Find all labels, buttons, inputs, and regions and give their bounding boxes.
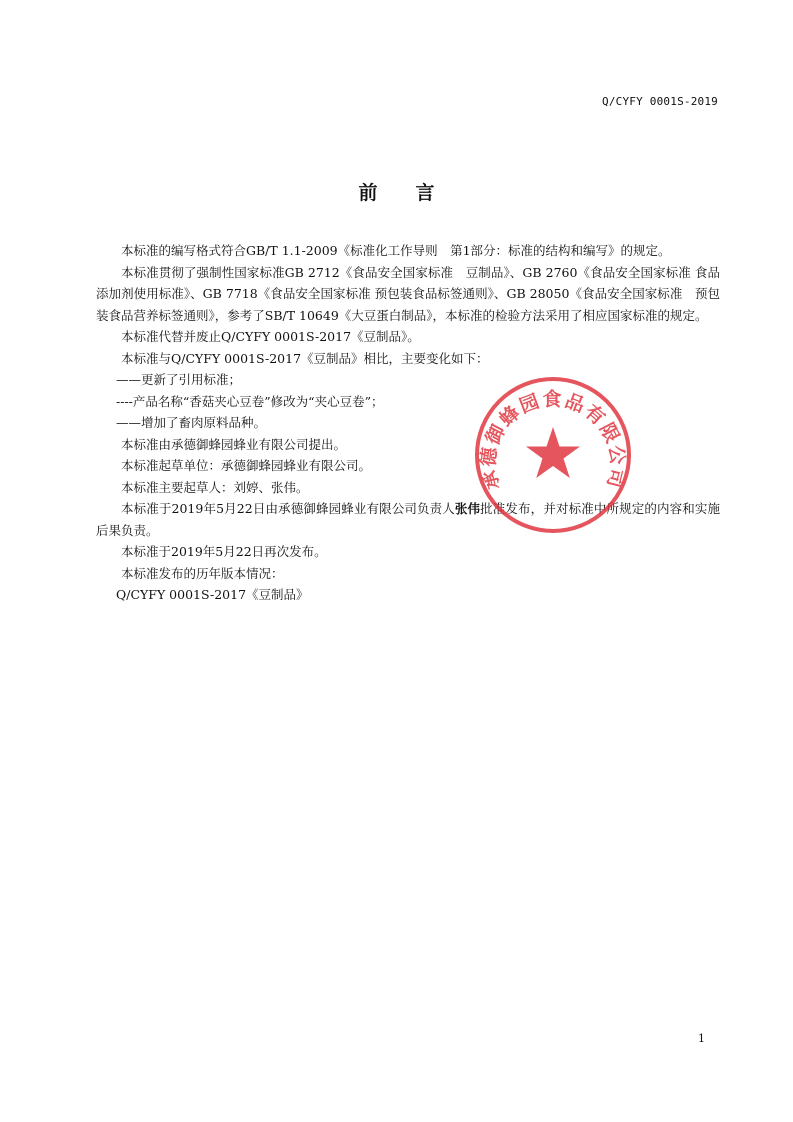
paragraph-standards: 本标准贯彻了强制性国家标准GB 2712《食品安全国家标准 豆制品》、GB 2760《食品安全国家标准 食品添加剂使用标准》、GB 7718《食品安全国家标准 预包装食品标签通则》、GB 28050《食品安全国家标准 预包装食品营养标签通则》，参考了SB/T 10649《大豆蛋白制品》，本标准的检验方法采用了相应国家标准的规定。 [96,264,720,323]
change-item: ----产品名称“香菇夹心豆卷”修改为“夹心豆卷”； [116,393,384,409]
paragraph-proposer: 本标准由承德御蜂园蜂业有限公司提出。 [121,436,347,452]
paragraph-format: 本标准的编写格式符合GB/T 1.1-2009《标准化工作导则 第1部分：标准的结构和编写》的规定。 [121,243,671,258]
approver-name: 张伟 [454,501,481,516]
paragraph-drafting-unit: 本标准起草单位：承德御蜂园蜂业有限公司。 [121,458,372,473]
paragraph-changes-intro: 本标准与Q/CYFY 0001S-2017《豆制品》相比，主要变化如下： [121,350,489,366]
page-title: 前言 [358,182,473,204]
paragraph-drafters: 本标准主要起草人：刘婷、张伟。 [121,479,309,495]
change-item: ——更新了引用标准； [116,372,242,387]
paragraph-republished: 本标准于2019年5月22日再次发布。 [121,544,327,559]
seal-text-path: 承德御蜂园食品有限公司 [477,388,629,492]
paragraph-approval [96,498,720,541]
approval-text-before: 本标准于2019年5月22日由承德御蜂园蜂业有限公司负责人 [121,501,455,516]
paragraph-replaces: 本标准代替并废止Q/CYFY 0001S-2017《豆制品》。 [121,329,420,344]
approval-text-after: 批准发布，并对标准中所规定的内容和实施后果负责。 [96,501,720,538]
page-number: 1 [698,1032,705,1045]
document-code: Q/CYFY 0001S-2019 [602,95,718,108]
foreword-body [96,240,720,606]
history-item: Q/CYFY 0001S-2017《豆制品》 [116,587,309,602]
change-item: ——增加了畜肉原料品种。 [116,415,267,430]
paragraph-history-intro: 本标准发布的历年版本情况： [121,565,284,581]
